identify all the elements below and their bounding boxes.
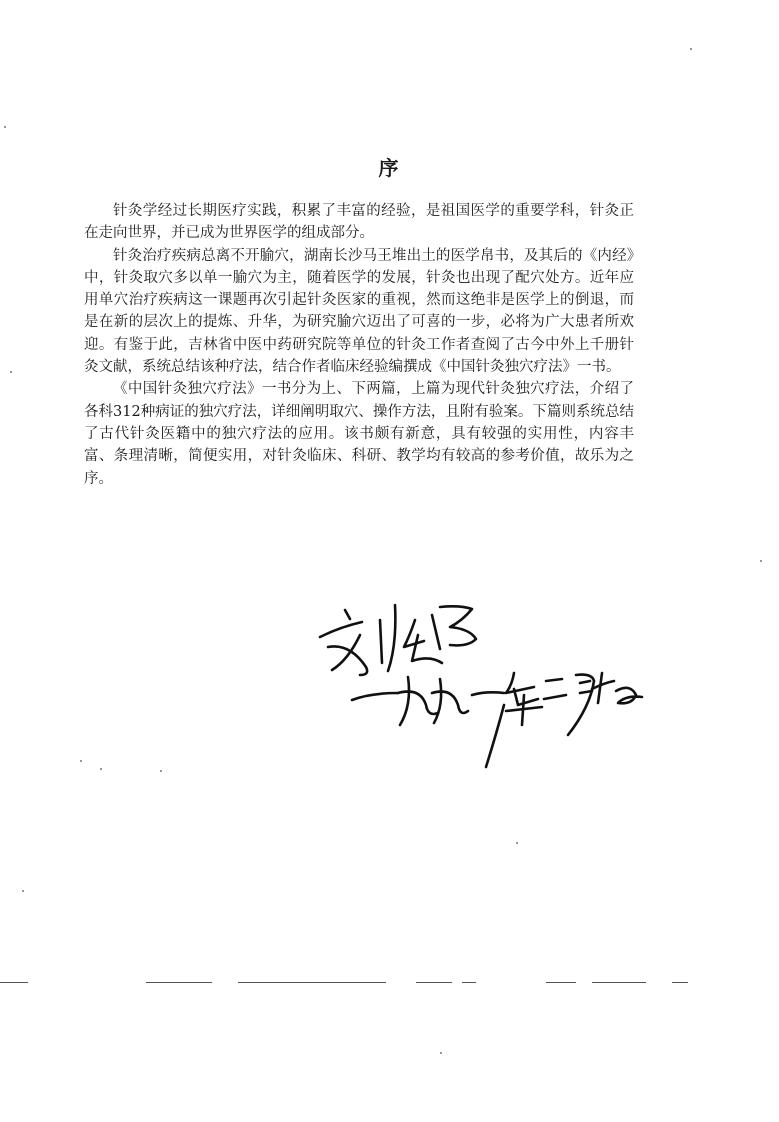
bottom-rule-1 [0,982,28,983]
preface-body [84,200,634,490]
page-title: 序 [378,156,401,180]
scan-speck [100,768,102,770]
bottom-rule-3 [238,982,386,983]
scan-speck [690,48,692,50]
handwritten-signature [300,575,660,775]
scan-speck [760,560,762,562]
scan-speck [22,890,24,892]
scan-speck [440,1052,442,1054]
bottom-rule-6 [546,982,576,983]
scan-speck [80,760,82,762]
scan-speck [160,770,162,772]
bottom-rule-5 [462,982,476,983]
bottom-rule-4 [416,982,452,983]
preface-paragraph-3: 《中国针灸独穴疗法》一书分为上、下两篇，上篇为现代针灸独穴疗法，介绍了各科312种病证的独穴疗法，详细阐明取穴、操作方法，且附有验案。下篇则系统总结了古代针灸医籍中的独穴疗法的应用。该书颇有新意，具有较强的实用性，内容丰富、条理清晰，简便实用，对针灸临床、科研、教学均有较高的参考价值，故乐为之序。 [84,381,634,487]
signature-drawing [300,575,660,775]
scan-speck [10,371,12,373]
preface-paragraph-1: 针灸学经过长期医疗实践，积累了丰富的经验，是祖国医学的重要学科，针灸正在走向世界，并已成为世界医学的组成部分。 [84,203,634,242]
scan-speck [4,126,6,128]
preface-paragraph-2: 针灸治疗疾病总离不开腧穴，湖南长沙马王堆出土的医学帛书，及其后的《内经》中，针灸取穴多以单一腧穴为主，随着医学的发展，针灸也出现了配穴处方。近年应用单穴治疗疾病这一课题再次引起针灸医家的重视，然而这绝非是医学上的倒退，而是在新的层次上的提炼、升华，为研究腧穴迈出了可喜的一步，必将为广大患者所欢迎。有鉴于此，吉林省中医中药研究院等单位的针灸工作者查阅了古今中外上千册针灸文献，系统总结该种疗法，结合作者临床经验编撰成《中国针灸独穴疗法》一书。 [84,247,634,376]
scan-speck [516,842,518,844]
bottom-rule-2 [146,982,212,983]
bottom-rule-8 [672,982,688,983]
bottom-rule-7 [592,982,646,983]
